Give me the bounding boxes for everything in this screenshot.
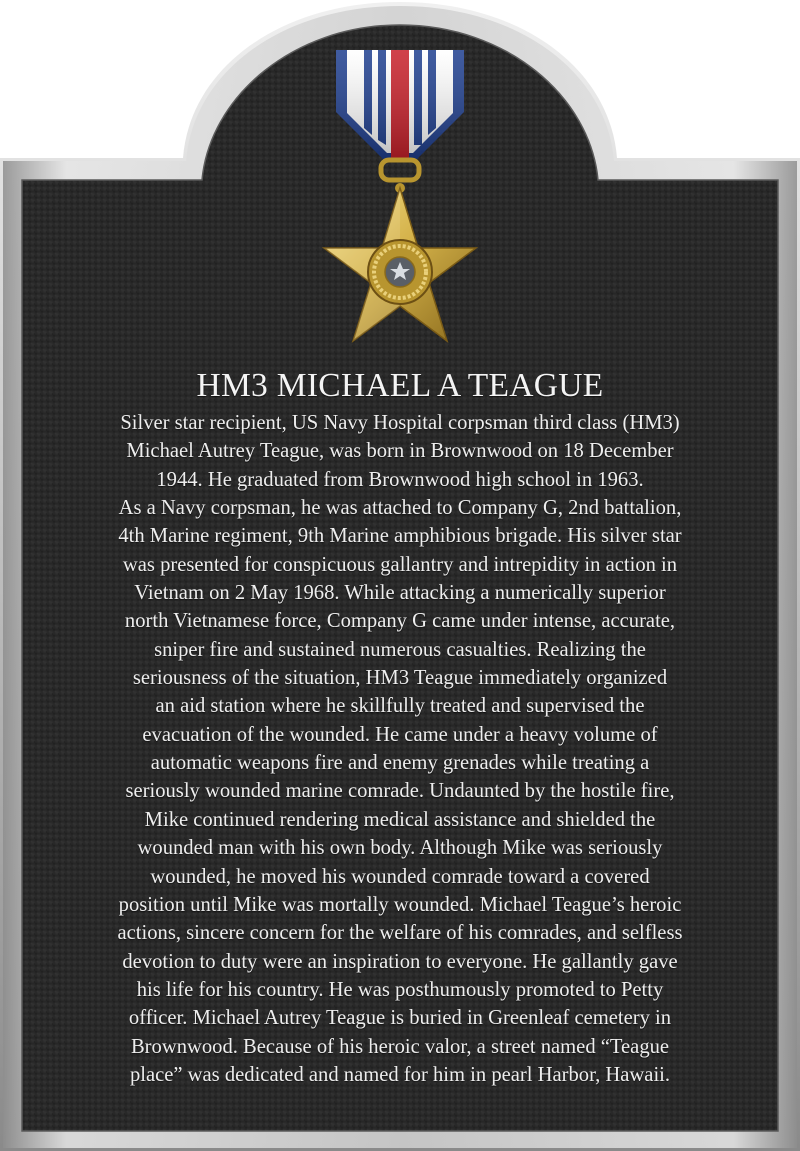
- plaque-body-line: 4th Marine regiment, 9th Marine amphibious brigade. His silver star: [118, 525, 682, 548]
- plaque-body-line: Michael Autrey Teague, was born in Brownwood on 18 December: [126, 440, 674, 463]
- plaque-body-line: seriousness of the situation, HM3 Teague immediately organized: [132, 667, 668, 690]
- plaque-body-line: As a Navy corpsman, he was attached to Company G, 2nd battalion,: [118, 497, 682, 520]
- plaque-body-line: north Vietnamese force, Company G came under intense, accurate,: [124, 610, 676, 633]
- plaque-body-line: an aid station where he skillfully treated and supervised the: [155, 695, 645, 718]
- plaque-title: HM3 MICHAEL A TEAGUE: [196, 367, 604, 404]
- plaque-body-line: was presented for conspicuous gallantry and intrepidity in action in: [122, 553, 678, 576]
- plaque-body-line: position until Mike was mortally wounded. Michael Teague’s heroic: [118, 893, 682, 916]
- plaque-body-line: his life for his country. He was posthumously promoted to Petty: [136, 978, 664, 1001]
- plaque-body-line: Mike continued rendering medical assistance and shielded the: [144, 808, 656, 831]
- plaque-body-line: wounded, he moved his wounded comrade toward a covered: [150, 865, 650, 888]
- plaque-body-line: evacuation of the wounded. He came under a heavy volume of: [142, 723, 658, 746]
- plaque-inscription: [34, 366, 766, 1089]
- plaque-body-line: automatic weapons fire and enemy grenades while treating a: [150, 752, 650, 775]
- plaque-body-line: officer. Michael Autrey Teague is buried in Greenleaf cemetery in: [128, 1007, 672, 1030]
- plaque-body-line: seriously wounded marine comrade. Undaunted by the hostile fire,: [125, 780, 675, 803]
- plaque-body-line: 1944. He graduated from Brownwood high school in 1963.: [156, 468, 644, 491]
- plaque-body-line: wounded man with his own body. Although Mike was seriously: [137, 837, 663, 860]
- plaque-body-line: place” was dedicated and named for him in pearl Harbor, Hawaii.: [129, 1063, 671, 1086]
- plaque-body-line: devotion to duty were an inspiration to everyone. He gallantly gave: [122, 950, 678, 973]
- plaque-body: [34, 409, 766, 1089]
- plaque-body-line: sniper fire and sustained numerous casualties. Realizing the: [154, 638, 646, 661]
- plaque-body-line: Vietnam on 2 May 1968. While attacking a numerically superior: [134, 582, 666, 605]
- plaque-body-line: actions, sincere concern for the welfare of his comrades, and selfless: [117, 922, 683, 945]
- plaque-body-line: Silver star recipient, US Navy Hospital corpsman third class (HM3): [120, 412, 680, 434]
- plaque-body-line: Brownwood. Because of his heroic valor, a street named “Teague: [130, 1035, 670, 1058]
